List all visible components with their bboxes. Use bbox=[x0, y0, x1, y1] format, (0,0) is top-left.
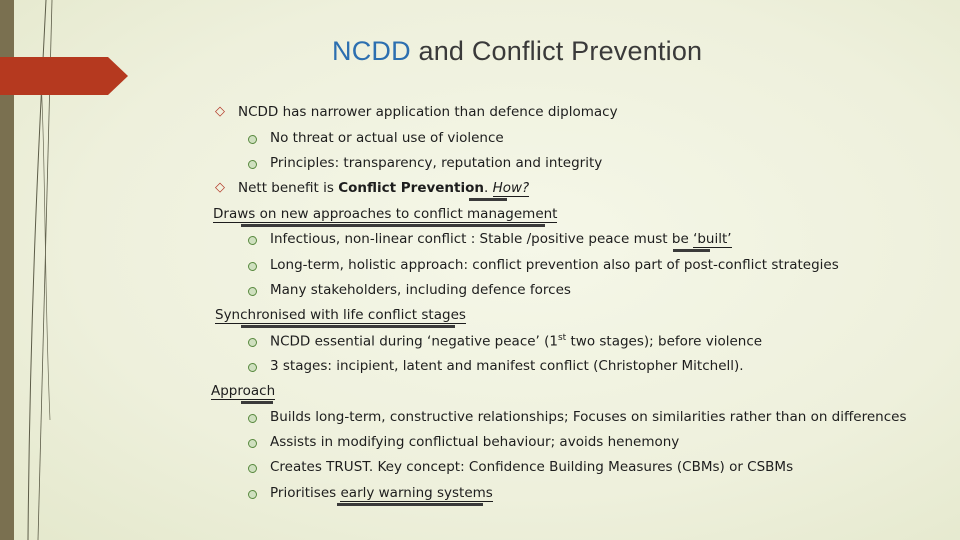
highlight-bar-synchronised bbox=[241, 325, 455, 328]
circle-bullet-icon bbox=[248, 135, 257, 144]
circle-bullet-icon bbox=[248, 287, 257, 296]
circle-bullet-icon bbox=[248, 262, 257, 271]
slide: NCDD and Conflict Prevention ◇ NCDD has narrower application than defence diplomacy No threat or actual use of violence Principles: transparency, reputation and integrity ◇ Nett benefit is Conflict Prevention. How? Draws on new approaches to conflict management Infectious, non-linear conflict : Stable /positive peace must be ‘built’ Long-term, holistic approach: conflict prevention also part of post-conflict strategies Many stakeholders, including defence forces Synchronised with life conflict stages NCDD essential during ‘negative peace’ (1st two stages); before violence 3 stages: incipient, latent and manifest conflict (Christopher Mitchell). Approach Builds long-term, constructive relationships; Focuses on similarities rather than on differences Assists in modifying conflictual behaviour; avoids henemony Creates TRUST. Key concept: Confidence Building Measures (CBMs) or CSBMs Prioritises early warning systems bbox=[0, 0, 960, 540]
circle-bullet-icon bbox=[248, 464, 257, 473]
diamond-outline-icon: ◇ bbox=[215, 104, 225, 119]
circle-bullet-icon bbox=[248, 338, 257, 347]
highlight-bar-approach bbox=[241, 401, 273, 404]
diamond-outline-icon: ◇ bbox=[215, 180, 225, 195]
circle-bullet-icon bbox=[248, 363, 257, 372]
section-heading-approaches: Draws on new approaches to conflict management bbox=[213, 206, 558, 222]
circle-bullet-icon bbox=[248, 439, 257, 448]
slide-title bbox=[332, 36, 702, 67]
highlight-bar-approaches bbox=[241, 224, 545, 227]
circle-bullet-icon bbox=[248, 490, 257, 499]
section-heading-approach: Approach bbox=[211, 383, 276, 399]
highlight-bar-early-warning bbox=[337, 503, 483, 506]
section-heading-synchronised: Synchronised with life conflict stages bbox=[215, 307, 466, 323]
circle-bullet-icon bbox=[248, 414, 257, 423]
circle-bullet-icon bbox=[248, 160, 257, 169]
highlight-bar-built bbox=[673, 249, 710, 252]
circle-bullet-icon bbox=[248, 236, 257, 245]
title-rest: and Conflict Prevention bbox=[410, 36, 703, 66]
highlight-bar-how bbox=[469, 198, 507, 201]
title-arrow-tab bbox=[0, 57, 128, 95]
title-accent: NCDD bbox=[332, 36, 411, 66]
